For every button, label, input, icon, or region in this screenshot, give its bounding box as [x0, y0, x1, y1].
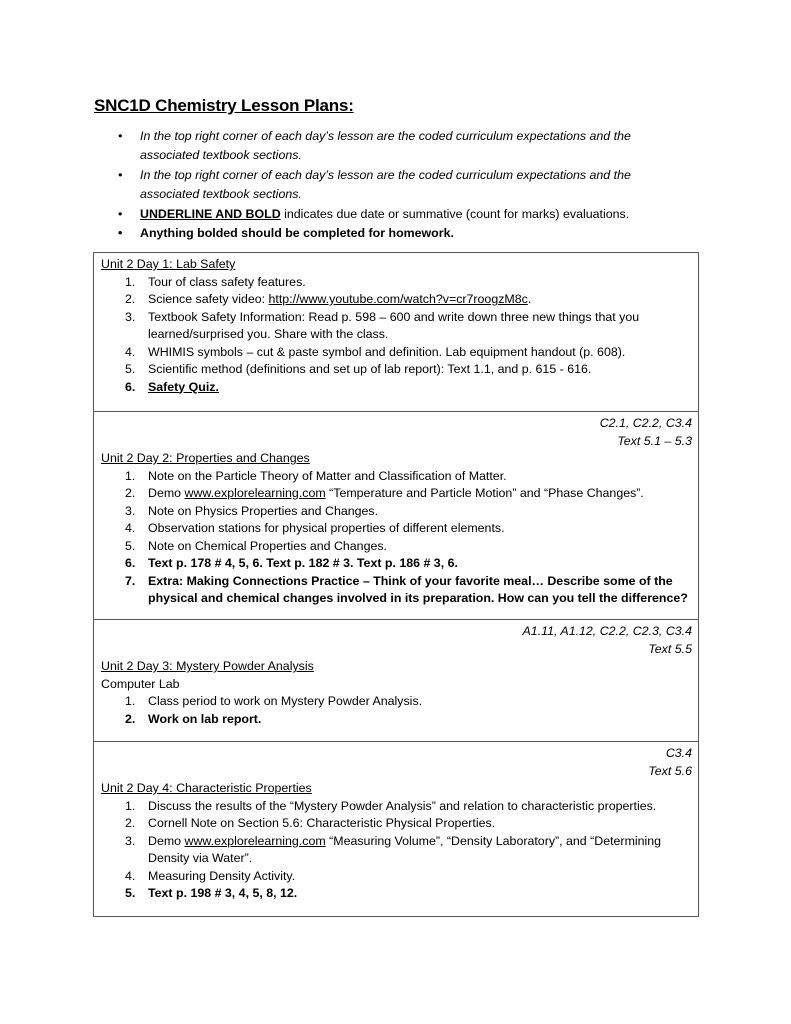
task-text: Demo: [148, 833, 185, 848]
bullet-text: indicates due date or summative (count for marks) evaluations.: [280, 206, 630, 221]
task-item: [101, 344, 692, 362]
task-text: Extra: Making Connections Practice – Think of your favorite meal… Describe some of the physical and chemical changes involved in its preparation. How can you tell the difference?: [148, 573, 688, 605]
task-link[interactable]: www.explorelearning.com: [184, 486, 326, 500]
task-text: Demo: [148, 486, 185, 500]
lesson-day-3: [94, 619, 698, 741]
task-text: Scientific method (definitions and set up of lab report): Text 1.1, and p. 615 - 616.: [148, 362, 592, 376]
task-number: 2.: [125, 486, 136, 500]
task-text: Work on lab report.: [148, 711, 262, 726]
bullet-emphasis: UNDERLINE AND BOLD: [140, 206, 281, 221]
task-item: [101, 468, 692, 486]
task-item: [101, 379, 692, 397]
task-number: 1.: [125, 798, 136, 813]
task-item: [101, 868, 692, 886]
task-number: 4.: [125, 344, 136, 359]
lesson-day-2: [94, 411, 698, 619]
task-link[interactable]: http://www.youtube.com/watch?v=cr7roogzM8c: [268, 292, 528, 306]
task-text: Note on the Particle Theory of Matter and Classification of Matter.: [148, 468, 507, 483]
intro-bullet: [116, 127, 676, 166]
task-number: 4.: [125, 868, 136, 883]
day-heading: Unit 2 Day 4: Characteristic Properties: [101, 781, 312, 795]
task-text: Note on Physics Properties and Changes.: [148, 503, 379, 518]
bullet-icon: •: [118, 129, 123, 143]
task-list: [101, 468, 692, 608]
curriculum-codes: Text 5.1 – 5.3: [617, 433, 692, 448]
task-text: WHIMIS symbols – cut & paste symbol and definition. Lab equipment handout (p. 608).: [148, 344, 626, 359]
task-item: [101, 833, 692, 868]
day-subheading: Computer Lab: [101, 676, 180, 691]
intro-bullet: [116, 205, 676, 224]
task-number: 1.: [125, 274, 136, 289]
intro-bullet: [116, 166, 676, 205]
bullet-icon: •: [118, 206, 123, 221]
task-number: 5.: [125, 886, 136, 900]
day-heading: Unit 2 Day 2: Properties and Changes: [101, 451, 310, 465]
bullet-text: In the top right corner of each day’s lesson are the coded curriculum expectations and the associated textbook sections.: [140, 167, 631, 202]
task-text: Text p. 198 # 3, 4, 5, 8, 12.: [148, 886, 298, 900]
task-number: 6.: [125, 379, 136, 394]
curriculum-codes: Text 5.5: [648, 641, 692, 656]
task-text: Measuring Density Activity.: [148, 868, 296, 883]
task-text: Tour of class safety features.: [148, 274, 306, 289]
task-item: [101, 291, 692, 309]
task-item: [101, 885, 692, 903]
lesson-day-4: [94, 741, 698, 916]
curriculum-codes: C2.1, C2.2, C3.4: [599, 416, 692, 430]
task-item: [101, 309, 692, 344]
task-item: [101, 555, 692, 573]
task-item: [101, 485, 692, 503]
task-number: 3.: [125, 309, 136, 324]
bullet-icon: •: [118, 226, 123, 241]
curriculum-codes: C3.4: [665, 746, 692, 760]
task-text: Discuss the results of the “Mystery Powder Analysis” and relation to characteristic properties.: [148, 798, 657, 813]
task-number: 2.: [125, 711, 136, 726]
task-text: Safety Quiz.: [148, 379, 219, 394]
task-text: Observation stations for physical properties of different elements.: [148, 521, 505, 535]
task-text: Note on Chemical Properties and Changes.: [148, 538, 387, 553]
intro-bullet: [116, 224, 676, 243]
task-item: [101, 693, 692, 711]
task-number: 3.: [125, 503, 136, 518]
task-item: [101, 538, 692, 556]
task-text: Textbook Safety Information: Read p. 598 – 600 and write down three new things that you learned/surprised you. Share with the class.: [148, 309, 640, 341]
curriculum-codes: Text 5.6: [648, 763, 692, 778]
intro-bullets: [116, 127, 676, 243]
task-item: [101, 798, 692, 816]
task-number: 1.: [125, 694, 136, 708]
task-item: [101, 503, 692, 521]
task-number: 2.: [125, 292, 136, 306]
task-text: Cornell Note on Section 5.6: Characteristic Physical Properties.: [148, 816, 496, 830]
task-number: 5.: [125, 362, 136, 376]
task-item: [101, 274, 692, 292]
task-item: [101, 815, 692, 833]
day-heading: Unit 2 Day 1: Lab Safety: [101, 257, 236, 271]
task-text: Text p. 178 # 4, 5, 6. Text p. 182 # 3. Text p. 186 # 3, 6.: [148, 556, 458, 570]
bullet-icon: •: [118, 167, 123, 182]
task-number: 2.: [125, 816, 136, 830]
task-item: [101, 361, 692, 379]
task-list: [101, 274, 692, 397]
task-link[interactable]: www.explorelearning.com: [184, 833, 326, 848]
bullet-text: Anything bolded should be completed for homework.: [140, 226, 454, 241]
task-number: 4.: [125, 521, 136, 535]
task-text: .: [527, 292, 532, 306]
task-text: Science safety video:: [148, 292, 269, 306]
task-text: “Temperature and Particle Motion” and “Phase Changes”.: [325, 486, 644, 500]
bullet-text: In the top right corner of each day’s lesson are the coded curriculum expectations and the associated textbook sections.: [140, 129, 631, 163]
lesson-table: [93, 252, 699, 917]
lesson-day-1: [94, 253, 698, 411]
task-number: 5.: [125, 538, 136, 553]
task-list: [101, 693, 692, 728]
page-title: SNC1D Chemistry Lesson Plans:: [94, 96, 354, 115]
task-number: 6.: [125, 556, 136, 570]
task-number: 3.: [125, 833, 136, 848]
task-number: 1.: [125, 468, 136, 483]
task-item: [101, 520, 692, 538]
task-number: 7.: [125, 573, 136, 588]
task-item: [101, 711, 692, 729]
task-text: “Measuring Volume”, “Density Laboratory”, and “Determining Density via Water”.: [148, 833, 662, 865]
task-text: Class period to work on Mystery Powder Analysis.: [148, 694, 423, 708]
curriculum-codes: A1.11, A1.12, C2.2, C2.3, C3.4: [522, 624, 692, 638]
task-list: [101, 798, 692, 903]
task-item: [101, 573, 692, 608]
day-heading: Unit 2 Day 3: Mystery Powder Analysis: [101, 659, 314, 673]
